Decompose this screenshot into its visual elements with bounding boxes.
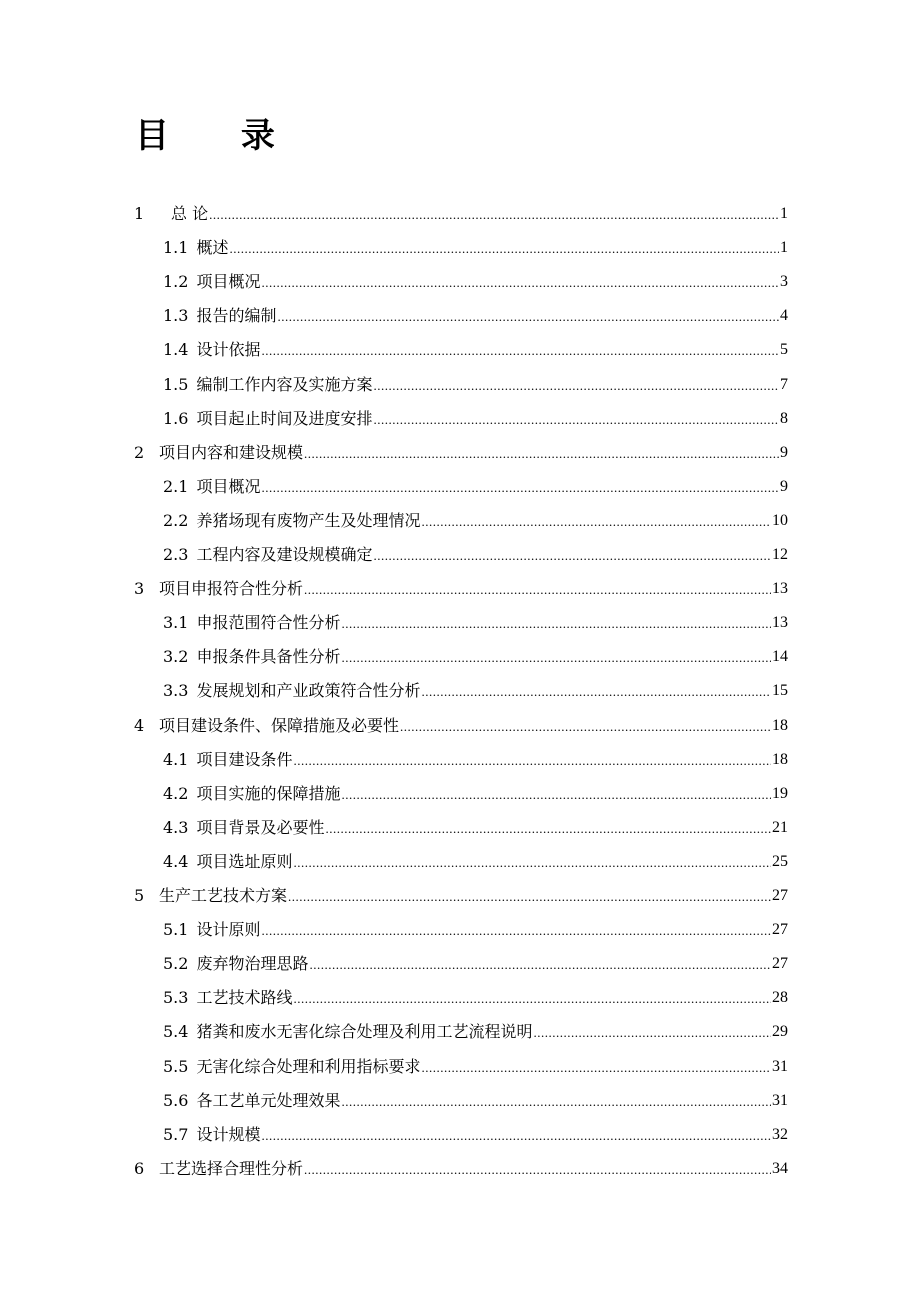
toc-dot-leader: [293, 749, 771, 771]
toc-dot-leader: [373, 408, 779, 430]
toc-entry-title: 项目建设条件: [196, 749, 293, 769]
toc-entry-number: 5.3: [163, 988, 189, 1008]
toc-section-entry[interactable]: [163, 470, 788, 504]
toc-entry-title: 报告的编制: [196, 306, 277, 326]
toc-dot-leader: [229, 237, 779, 259]
toc-dot-leader: [421, 510, 771, 532]
toc-dot-leader: [325, 817, 771, 839]
toc-page-number: 14: [772, 648, 788, 666]
toc-section-entry[interactable]: [163, 640, 788, 674]
toc-entry-title: 发展规划和产业政策符合性分析: [196, 681, 421, 701]
toc-section-entry[interactable]: [163, 777, 788, 811]
toc-entry-title: 项目内容和建设规模: [159, 442, 304, 462]
toc-entry-number: 3.2: [163, 647, 189, 667]
toc-section-entry[interactable]: [163, 1050, 788, 1084]
toc-section-entry[interactable]: [163, 845, 788, 879]
toc-page-number: 29: [772, 1023, 788, 1041]
toc-dot-leader: [341, 783, 771, 805]
toc-dot-leader: [533, 1021, 771, 1043]
toc-page-number: 28: [772, 989, 788, 1007]
toc-page-number: 8: [780, 409, 788, 427]
toc-entry-title: 项目背景及必要性: [196, 817, 325, 837]
toc-dot-leader: [261, 271, 779, 293]
toc-entry-number: 2.2: [163, 510, 189, 530]
toc-entry-number: 4.1: [163, 749, 189, 769]
toc-entry-number: 2.1: [163, 476, 189, 496]
toc-entry-title: 总 论: [171, 204, 209, 223]
toc-page-number: 9: [780, 443, 788, 461]
toc-entry-title: 设计规模: [196, 1124, 261, 1144]
toc-chapter-entry[interactable]: [134, 197, 788, 231]
toc-entry-title: 废弃物治理思路: [196, 954, 309, 974]
toc-entry-number: 3.3: [163, 681, 189, 701]
toc-section-entry[interactable]: [163, 402, 788, 436]
toc-section-entry[interactable]: [163, 299, 788, 333]
toc-section-entry[interactable]: [163, 1118, 788, 1152]
toc-section-entry[interactable]: [163, 743, 788, 777]
toc-entry-number: 1.5: [163, 374, 189, 394]
toc-dot-leader: [421, 1056, 771, 1078]
toc-entry-title: 项目概况: [196, 476, 261, 496]
toc-dot-leader: [261, 339, 779, 361]
toc-page-number: 27: [772, 887, 788, 904]
toc-entry-title: 项目申报符合性分析: [159, 579, 304, 599]
toc-section-entry[interactable]: [163, 913, 788, 947]
toc-page-number: 1: [780, 239, 788, 257]
toc-chapter-entry[interactable]: [134, 879, 788, 913]
toc-section-entry[interactable]: [163, 538, 788, 572]
toc-entry-number: 3.1: [163, 613, 189, 633]
toc-page-number: 15: [772, 682, 788, 700]
toc-entry-number: 1.3: [163, 306, 189, 326]
toc-entry-number: 5.5: [163, 1056, 189, 1076]
toc-entry-number: 4.3: [163, 817, 189, 837]
toc-entry-number: 5.7: [163, 1124, 189, 1144]
toc-chapter-entry[interactable]: [134, 436, 788, 470]
toc-entry-number: 1.2: [163, 272, 189, 292]
toc-entry-title: 各工艺单元处理效果: [196, 1090, 341, 1110]
toc-page-number: 7: [780, 375, 788, 393]
toc-entry-number: 1: [134, 204, 145, 223]
toc-entry-number: 2.3: [163, 545, 189, 564]
toc-dot-leader: [373, 544, 771, 566]
toc-dot-leader: [288, 885, 771, 907]
toc-entry-title: 设计依据: [196, 340, 261, 360]
toc-entry-number: 1.6: [163, 408, 189, 428]
toc-entry-title: 编制工作内容及实施方案: [196, 374, 373, 394]
toc-dot-leader: [277, 305, 779, 327]
toc-section-entry[interactable]: [163, 674, 788, 708]
toc-page-number: 18: [772, 716, 788, 734]
toc-entry-title: 猪粪和废水无害化综合处理及利用工艺流程说明: [196, 1022, 533, 1042]
toc-page-number: 32: [772, 1125, 788, 1143]
toc-page-number: 13: [772, 614, 788, 632]
toc-section-entry[interactable]: [163, 1015, 788, 1049]
toc-dot-leader: [341, 646, 771, 668]
toc-dot-leader: [304, 578, 771, 600]
toc-dot-leader: [341, 1090, 771, 1112]
toc-page-number: 34: [772, 1159, 788, 1177]
toc-entry-title: 申报条件具备性分析: [196, 647, 341, 667]
toc-page-number: 5: [780, 341, 788, 359]
toc-page-number: 12: [772, 546, 788, 563]
toc-entry-title: 项目实施的保障措施: [196, 783, 341, 803]
toc-dot-leader: [309, 953, 771, 975]
toc-entry-number: 1.4: [163, 340, 189, 360]
toc-chapter-entry[interactable]: [134, 572, 788, 606]
toc-entry-number: 5.6: [163, 1090, 189, 1110]
toc-chapter-entry[interactable]: [134, 709, 788, 743]
toc-dot-leader: [261, 476, 779, 498]
toc-entry-number: 5: [134, 886, 145, 905]
toc-entry-number: 4: [134, 715, 145, 735]
toc-section-entry[interactable]: [163, 265, 788, 299]
toc-page-number: 31: [772, 1091, 788, 1109]
toc-dot-leader: [293, 851, 771, 873]
toc-entry-title: 项目起止时间及进度安排: [196, 408, 373, 428]
toc-entry-number: 3: [134, 579, 145, 599]
toc-entry-title: 养猪场现有废物产生及处理情况: [196, 510, 421, 530]
toc-section-entry[interactable]: [163, 231, 788, 265]
toc-entry-title: 项目建设条件、保障措施及必要性: [159, 715, 400, 735]
toc-dot-leader: [421, 680, 771, 702]
toc-dot-leader: [293, 987, 771, 1009]
toc-entry-title: 申报范围符合性分析: [196, 613, 341, 633]
toc-section-entry[interactable]: [163, 606, 788, 640]
toc-entry-number: 2: [134, 442, 145, 462]
toc-dot-leader: [304, 1158, 771, 1180]
toc-page-number: 19: [772, 784, 788, 802]
toc-entry-number: 4.2: [163, 783, 189, 803]
toc-page-number: 9: [780, 477, 788, 495]
toc-entry-title: 项目选址原则: [196, 851, 293, 871]
toc-entry-title: 无害化综合处理和利用指标要求: [196, 1056, 421, 1076]
toc-entry-number: 5.1: [163, 920, 189, 940]
toc-entry-title: 工程内容及建设规模确定: [196, 545, 373, 564]
toc-page-number: 18: [772, 750, 788, 768]
toc-dot-leader: [261, 1124, 771, 1146]
toc-page-number: 27: [772, 955, 788, 973]
toc-page-number: 21: [772, 818, 788, 836]
toc-page-number: 13: [772, 580, 788, 598]
toc-entry-title: 设计原则: [196, 920, 261, 940]
toc-entry-number: 5.4: [163, 1022, 189, 1042]
toc-entry-number: 1.1: [163, 238, 189, 258]
toc-entry-number: 4.4: [163, 851, 189, 871]
toc-entry-number: 6: [134, 1158, 145, 1178]
toc-section-entry[interactable]: [163, 1084, 788, 1118]
toc-dot-leader: [209, 203, 779, 225]
toc-page-number: 3: [780, 273, 788, 291]
toc-dot-leader: [341, 612, 771, 634]
toc-dot-leader: [400, 715, 771, 737]
toc-dot-leader: [304, 442, 779, 464]
toc-page-number: 31: [772, 1057, 788, 1075]
toc-section-entry[interactable]: [163, 368, 788, 402]
toc-page-number: 27: [772, 921, 788, 939]
toc-entry-title: 工艺选择合理性分析: [159, 1158, 304, 1178]
toc-page-number: 4: [780, 307, 788, 325]
toc-entry-title: 工艺技术路线: [196, 988, 293, 1008]
toc-page-number: 10: [772, 511, 788, 529]
toc-section-entry[interactable]: [163, 811, 788, 845]
toc-page-number: 1: [780, 205, 788, 222]
toc-chapter-entry[interactable]: [134, 1152, 788, 1186]
toc-entry-number: 5.2: [163, 954, 189, 974]
toc-entry-title: 概述: [196, 238, 229, 258]
page-title: 目 录: [135, 116, 305, 156]
toc-section-entry[interactable]: [163, 981, 788, 1015]
toc-dot-leader: [373, 374, 779, 396]
toc-dot-leader: [261, 919, 771, 941]
toc-section-entry[interactable]: [163, 947, 788, 981]
toc-section-entry[interactable]: [163, 333, 788, 367]
toc-page-number: 25: [772, 852, 788, 870]
toc-entry-title: 项目概况: [196, 272, 261, 292]
toc-section-entry[interactable]: [163, 504, 788, 538]
toc-entry-title: 生产工艺技术方案: [159, 886, 288, 905]
